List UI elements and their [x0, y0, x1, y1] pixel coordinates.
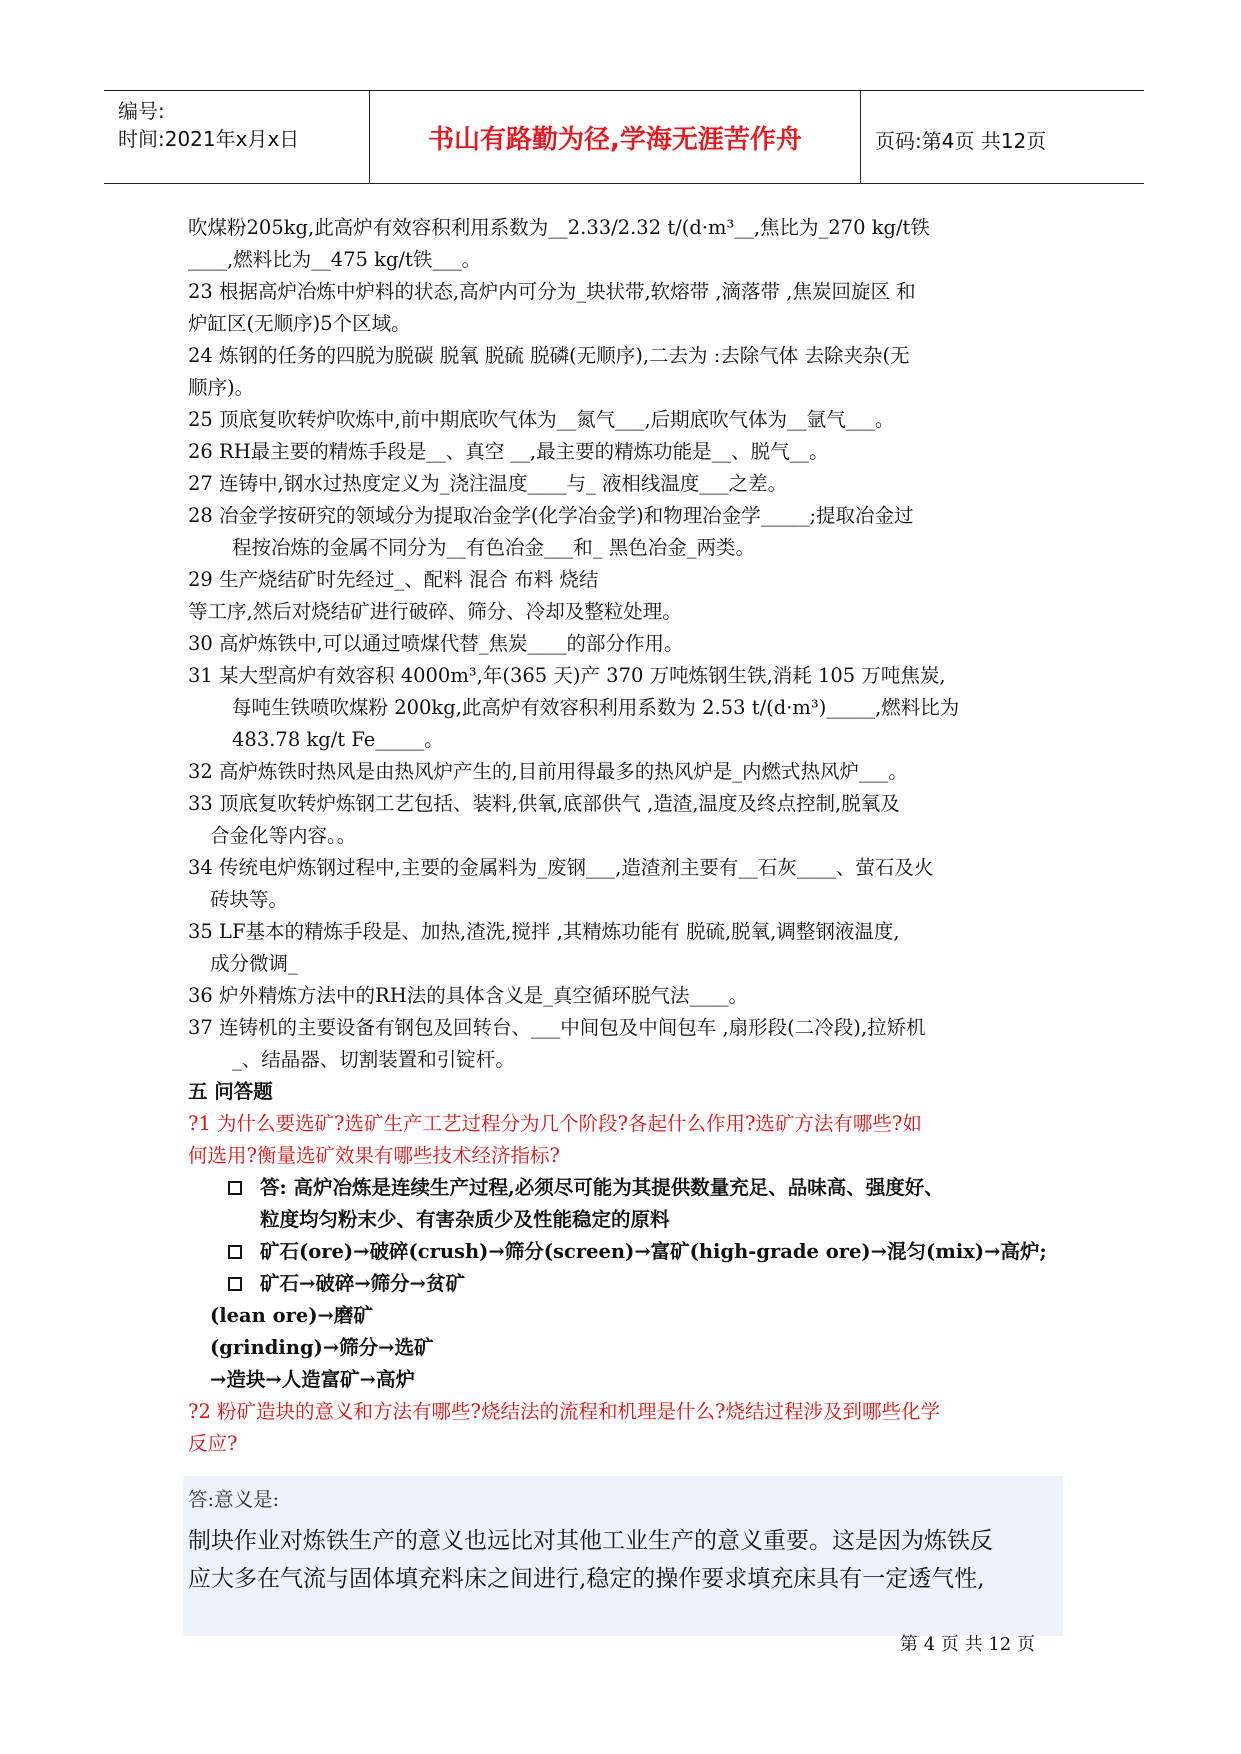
text-line: 等工序,然后对烧结矿进行破碎、筛分、冷却及整粒处理。: [188, 600, 682, 623]
answer-2-line: 制块作业对炼铁生产的意义也远比对其他工业生产的意义重要。这是因为炼铁反: [188, 1528, 993, 1554]
doc-number-label: 编号:: [118, 99, 165, 123]
text-line: 程按冶炼的金属不同分为__有色冶金___和_ 黑色冶金_两类。: [232, 536, 755, 559]
answer-1-line: (lean ore)→磨矿: [210, 1304, 373, 1327]
text-line: 37 连铸机的主要设备有钢包及回转台、___中间包及中间包车 ,扇形段(二冷段),拉矫机: [188, 1016, 926, 1039]
answer-1-line: 粒度均匀粉末少、有害杂质少及性能稳定的原料: [260, 1208, 670, 1231]
checkbox-bullet-icon: [228, 1245, 242, 1259]
text-line: 36 炉外精炼方法中的RH法的具体含义是_真空循环脱气法____。: [188, 984, 748, 1007]
text-line: 23 根据高炉冶炼中炉料的状态,高炉内可分为_块状带,软熔带 ,滴落带 ,焦炭回旋区 和: [188, 280, 916, 303]
text-line: 35 LF基本的精炼手段是、加热,渣洗,搅拌 ,其精炼功能有 脱硫,脱氧,调整钢液温度,: [188, 920, 900, 943]
answer-2-box: [183, 1476, 1063, 1636]
question-1-line: 何选用?衡量选矿效果有哪些技术经济指标?: [188, 1144, 560, 1167]
page-header: [104, 90, 1144, 184]
header-page-cell: [861, 91, 1144, 183]
answer-1-item: [228, 1270, 465, 1298]
question-1-line: ?1 为什么要选矿?选矿生产工艺过程分为几个阶段?各起什么作用?选矿方法有哪些?如: [188, 1112, 922, 1135]
answer-2-line: 应大多在气流与固体填充料床之间进行,稳定的操作要求填充床具有一定透气性,: [188, 1566, 985, 1592]
text-line: 34 传统电炉炼钢过程中,主要的金属料为_废钢___,造渣剂主要有__石灰____、萤石及火: [188, 856, 934, 879]
text-line: 483.78 kg/t Fe_____。: [232, 728, 444, 751]
text-line: 合金化等内容。。: [210, 824, 357, 847]
text-line: _、结晶器、切割装置和引锭杆。: [232, 1048, 515, 1071]
answer-1-text: 矿石→破碎→筛分→贫矿: [260, 1272, 466, 1295]
text-line: 29 生产烧结矿时先经过_、配料 混合 布料 烧结: [188, 568, 599, 591]
page-number-label: 页码:第4页 共12页: [875, 129, 1047, 153]
text-line: 33 顶底复吹转炉炼钢工艺包括、装料,供氧,底部供气 ,造渣,温度及终点控制,脱氧及: [188, 792, 900, 815]
answer-1-item: [228, 1174, 944, 1202]
text-line: 25 顶底复吹转炉吹炼中,前中期底吹气体为__氮气___,后期底吹气体为__氩气___。: [188, 408, 895, 431]
section-title: 五 问答题: [188, 1080, 273, 1103]
answer-1-line: (grinding)→筛分→选矿: [210, 1336, 434, 1359]
text-line: 27 连铸中,钢水过热度定义为_浇注温度____与_ 液相线温度___之差。: [188, 472, 788, 495]
text-line: 26 RH最主要的精炼手段是__、真空 __,最主要的精炼功能是__、脱气__。: [188, 440, 829, 463]
text-line: 28 冶金学按研究的领域分为提取冶金学(化学冶金学)和物理冶金学_____;提取冶金过: [188, 504, 914, 527]
question-2-line: ?2 粉矿造块的意义和方法有哪些?烧结法的流程和机理是什么?烧结过程涉及到哪些化学: [188, 1400, 940, 1423]
motto: 书山有路勤为径,学海无涯苦作舟: [428, 125, 802, 155]
text-line: 顺序)。: [188, 376, 255, 399]
answer-2-heading: 答:意义是:: [188, 1488, 280, 1511]
header-info-cell: [104, 91, 369, 183]
text-line: 32 高炉炼铁时热风是由热风炉产生的,目前用得最多的热风炉是_内燃式热风炉___。: [188, 760, 908, 783]
text-line: ____,燃料比为__475 kg/t铁___。: [188, 248, 482, 271]
answer-1-item: [228, 1238, 1047, 1266]
text-line: 吹煤粉205kg,此高炉有效容积利用系数为__2.33/2.32 t/(d·m³__,焦比为_270 kg/t铁: [188, 216, 930, 239]
page-footer: 第 4 页 共 12 页: [900, 1634, 1035, 1655]
answer-1-text: 答: 高炉冶炼是连续生产过程,必须尽可能为其提供数量充足、品味高、强度好、: [260, 1176, 944, 1199]
question-2-line: 反应?: [188, 1432, 238, 1455]
text-line: 每吨生铁喷吹煤粉 200kg,此高炉有效容积利用系数为 2.53 t/(d·m³)_____,燃料比为: [232, 696, 960, 719]
answer-1-line: →造块→人造富矿→高炉: [210, 1368, 416, 1391]
text-line: 炉缸区(无顺序)5个区域。: [188, 312, 411, 335]
text-line: 30 高炉炼铁中,可以通过喷煤代替_焦炭____的部分作用。: [188, 632, 684, 655]
checkbox-bullet-icon: [228, 1181, 242, 1195]
text-line: 24 炼钢的任务的四脱为脱碳 脱氧 脱硫 脱磷(无顺序),二去为 :去除气体 去除夹杂(无: [188, 344, 910, 367]
text-line: 31 某大型高炉有效容积 4000m³,年(365 天)产 370 万吨炼钢生铁,消耗 105 万吨焦炭,: [188, 664, 946, 687]
checkbox-bullet-icon: [228, 1277, 242, 1291]
header-motto-cell: [369, 91, 861, 183]
time-label: 时间:2021年x月x日: [118, 127, 300, 151]
text-line: 砖块等。: [210, 888, 289, 911]
text-line: 成分微调_: [210, 952, 298, 975]
answer-1-text: 矿石(ore)→破碎(crush)→筛分(screen)→富矿(high-grade ore)→混匀(mix)→高炉;: [260, 1240, 1047, 1263]
